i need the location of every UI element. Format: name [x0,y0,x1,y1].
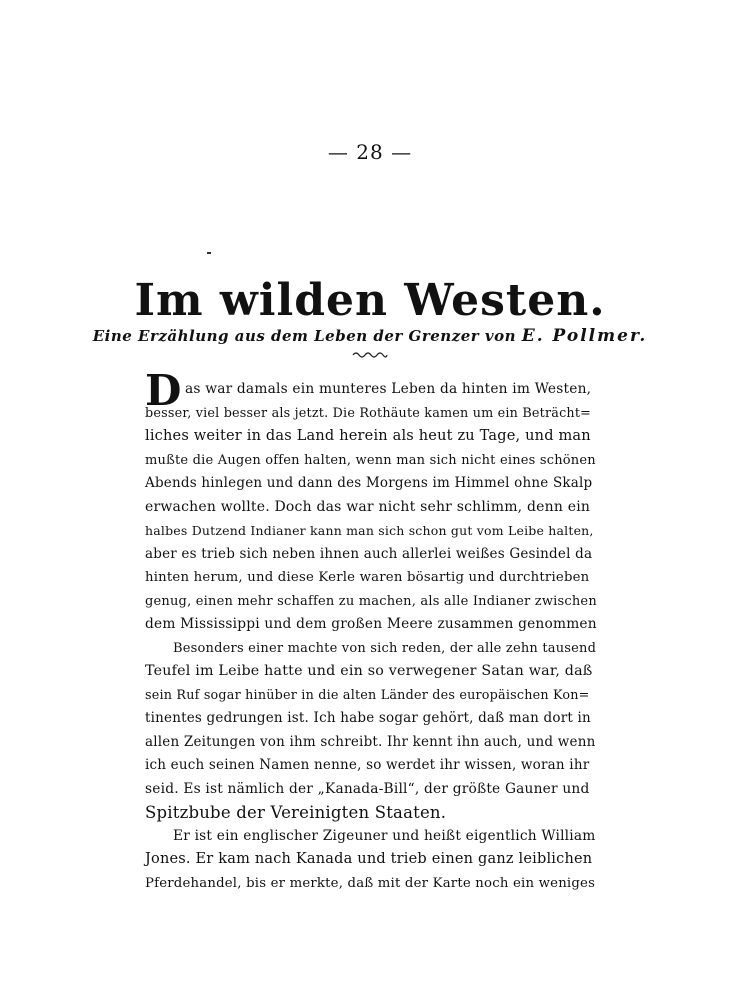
text-line [145,425,597,449]
page-number: — 28 — [327,140,413,164]
text-line-content: dem Mississippi und dem großen Meere zusammen genommen [145,616,597,632]
text-line-content: Teufel im Leibe hatte und ein so verwegener Satan war, daß [145,663,593,679]
text-line [145,707,597,731]
text-line [145,496,597,520]
drop-cap: D [145,366,182,415]
text-line [145,801,597,825]
text-line [145,613,597,637]
text-line [145,472,597,496]
body-text [145,366,597,895]
subtitle-author: E. Pollmer. [521,326,648,346]
text-line [145,825,597,849]
text-line-content: hinten herum, und diese Kerle waren bösartig und durchtrieben [145,570,590,585]
text-line-content: halbes Dutzend Indianer kann man sich schon gut vom Leibe halten, [145,523,594,538]
text-line-content: besser, viel besser als jetzt. Die Rothäute kamen um ein Beträcht= [145,405,592,421]
text-line-content: Besonders einer machte von sich reden, der alle zehn tausend [173,640,597,656]
text-line-content: Jones. Er kam nach Kanada und trieb einen ganz leiblichen [145,851,593,867]
text-line [145,590,597,614]
text-line-content: Pferdehandel, bis er merkte, daß mit der Karte noch ein weniges [145,875,596,891]
text-line [145,872,597,896]
ornament-divider [352,350,388,360]
text-line-content: Er ist ein englischer Zigeuner und heißt eigentlich William [173,827,596,844]
text-line [145,543,597,567]
text-line [145,637,597,661]
text-line [145,684,597,708]
text-line-content: mußte die Augen offen halten, wenn man sich nicht eines schönen [145,452,596,468]
text-line-content: Abends hinlegen und dann des Morgens im Himmel ohne Skalp [145,475,593,491]
text-line-content: sein Ruf sogar hinüber in die alten Länder des europäischen Kon= [145,687,590,703]
chapter-subtitle [0,326,740,346]
text-line-content: aber es trieb sich neben ihnen auch allerlei weißes Gesindel da [145,545,593,562]
text-line [145,519,597,543]
text-line [145,754,597,778]
text-line [145,449,597,473]
text-line-content: seid. Es ist nämlich der „Kanada-Bill“, der größte Gauner und [145,780,590,797]
text-line [145,660,597,684]
text-line-content: tinentes gedrungen ist. Ich habe sogar gehört, daß man dort in [145,710,591,726]
text-line-content: as war damals ein munteres Leben da hinten im Westen, [185,381,592,397]
text-line-content: liches weiter in das Land herein als heut zu Tage, und man [145,428,591,444]
text-line [145,848,597,872]
print-speck [207,252,211,254]
text-line-content: ich euch seinen Namen nenne, so werdet ihr wissen, woran ihr [145,757,590,773]
text-line-content: genug, einen mehr schaffen zu machen, als alle Indianer zwischen [145,593,597,609]
text-line-content: Spitzbube der Vereinigten Staaten. [145,803,447,822]
text-line [145,566,597,590]
text-line [145,778,597,802]
text-line-content: allen Zeitungen von ihm schreibt. Ihr kennt ihn auch, und wenn [145,733,596,750]
text-line [145,731,597,755]
subtitle-text: Eine Erzählung aus dem Leben der Grenzer von [92,327,517,345]
chapter-title: Im wilden Westen. [134,275,606,326]
text-line [145,402,597,426]
text-line-content: erwachen wollte. Doch das war nicht sehr schlimm, denn ein [145,498,591,515]
